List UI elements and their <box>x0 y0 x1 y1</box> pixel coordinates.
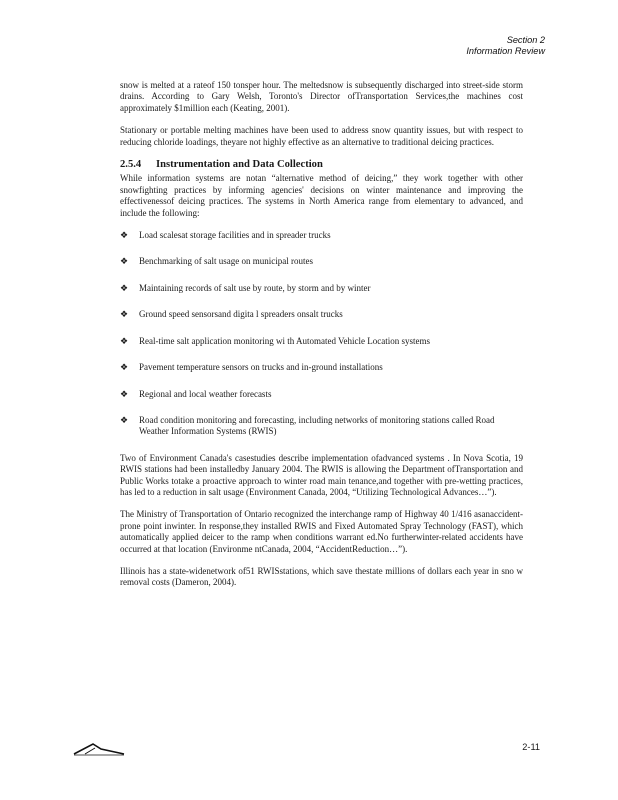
list-item <box>120 283 523 294</box>
list-item <box>120 309 523 320</box>
list-item-text: Road condition monitoring and forecasting, including networks of monitoring stations called Road Weather Information Systems (RWIS) <box>139 414 495 437</box>
paragraph-snow-melted: snow is melted at a rateof 150 tonsper hour. The meltedsnow is subsequently discharged into street-side storm drains. According to Gary Welsh, Toronto's Director ofTransportation Services,the machines cost approximately $1million each (Keating, 2001). <box>120 80 523 113</box>
list-item <box>120 256 523 267</box>
list-item <box>120 415 523 438</box>
page-header <box>466 35 545 57</box>
list-item-text: Real-time salt application monitoring wi th Automated Vehicle Location systems <box>139 335 431 346</box>
section-heading <box>120 159 523 170</box>
paragraph-illinois: Illinois has a state-widenetwork of51 RWISstations, which save thestate millions of dollars each year in sno w removal costs (Dameron, 2004). <box>120 565 523 588</box>
list-item <box>120 389 523 400</box>
bullet-icon: ❖ <box>120 362 129 373</box>
paragraph-ontario-ministry: The Ministry of Transportation of Ontario recognized the interchange ramp of Highway 40 1/416 asanaccident-prone point inwinter. In response,they installed RWIS and Fixed Automated Spray Technology (FAST), which automatically applied deicer to the ramp when conditions warrant ed.No furtherwinter-related accidents have occurred at that location (Environme ntCanada, 2004, “AccidentReduction…”). <box>120 509 523 554</box>
list-item-text: Pavement temperature sensors on trucks and in-ground installations <box>139 362 383 373</box>
bullet-list <box>120 230 523 438</box>
bullet-icon: ❖ <box>120 309 129 320</box>
paragraph-intro: While information systems are notan “alternative method of deicing,” they work together with other snowfighting practices by informing agencies' decisions on winter maintenance and improving the effectivenessof deicing practices. The systems in North America range from elementary to advanced, and include the following: <box>120 173 523 218</box>
bullet-icon: ❖ <box>120 230 129 241</box>
heading-number: 2.5.4 <box>120 159 142 171</box>
publisher-logo <box>73 742 125 761</box>
paragraph-environment-canada: Two of Environment Canada's casestudies describe implementation ofadvanced systems . In Nova Scotia, 19 RWIS stations had been installedby January 2004. The RWIS is allowing the Department ofTransportation and Public Works totake a proactive approach to winter road main tenance,and together with pre-wetting practices, has led to a reduction in salt usage (Environment Canada, 2004, “Utilizing Technological Advances…”). <box>120 452 523 497</box>
list-item-text: Maintaining records of salt use by route, by storm and by winter <box>139 282 371 293</box>
section-title: Information Review <box>466 46 545 56</box>
list-item-text: Load scalesat storage facilities and in spreader trucks <box>139 230 331 241</box>
logo-icon <box>73 742 125 756</box>
list-item-text: Benchmarking of salt usage on municipal routes <box>139 256 313 267</box>
paragraph-stationary-machines: Stationary or portable melting machines have been used to address snow quantity issues, but with respect to reducing chloride loadings, theyare not highly effective as an alternative to traditional deicing practices. <box>120 125 523 147</box>
bullet-icon: ❖ <box>120 414 129 425</box>
list-item <box>120 230 523 241</box>
bullet-icon: ❖ <box>120 388 129 399</box>
section-label: Section 2 <box>506 35 545 45</box>
list-item-text: Regional and local weather forecasts <box>139 388 272 399</box>
heading-title: Instrumentation and Data Collection <box>156 159 323 171</box>
page-body <box>120 80 523 600</box>
list-item <box>120 362 523 373</box>
list-item-text: Ground speed sensorsand digita l spreaders onsalt trucks <box>139 309 343 320</box>
page-number: 2-11 <box>522 742 540 752</box>
bullet-icon: ❖ <box>120 282 129 293</box>
bullet-icon: ❖ <box>120 256 129 267</box>
list-item <box>120 336 523 347</box>
bullet-icon: ❖ <box>120 335 129 346</box>
